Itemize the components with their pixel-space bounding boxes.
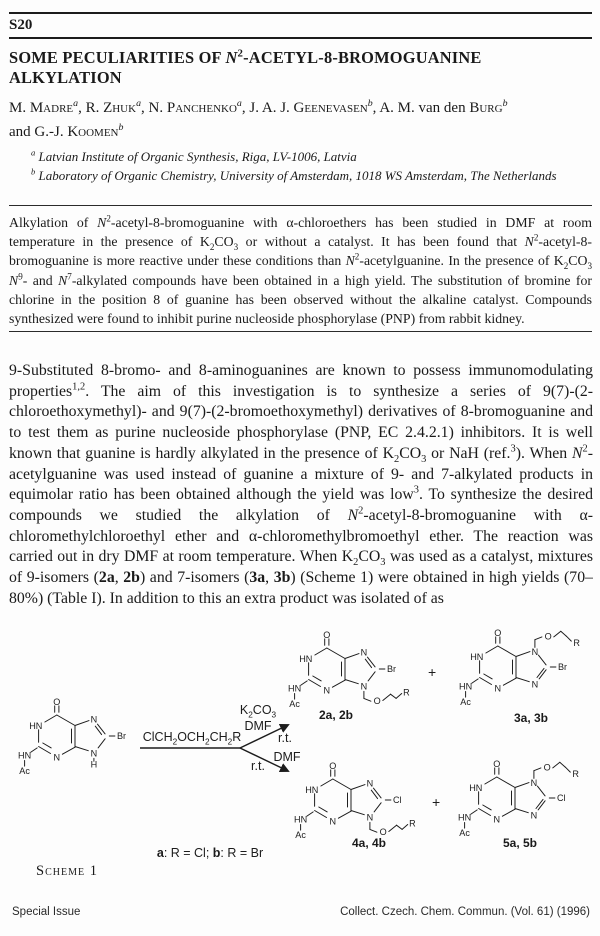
atom-n3: N (493, 814, 501, 825)
plus-sign-top: + (428, 664, 437, 680)
footer-left: Special Issue (12, 906, 81, 918)
atom-acetyl: Ac (459, 827, 470, 838)
header-rule (9, 37, 592, 39)
atom-acetyl: Ac (460, 696, 471, 707)
atom-n1-hn: HN (299, 654, 313, 664)
affiliations (31, 147, 592, 185)
atom-n9: N (531, 679, 539, 690)
scheme-caption: Scheme 1 (36, 863, 98, 879)
condition-dmf-bottom: DMF (273, 750, 301, 764)
compound-label-5ab: 5a, 5b (502, 836, 538, 850)
scheme-figure (0, 620, 600, 898)
atom-chain-r: R (573, 638, 580, 648)
atom-carbonyl-o: O (329, 761, 337, 772)
scheme-legend: a: R = Cl; b: R = Br (156, 846, 264, 860)
atom-n7: N (530, 778, 538, 789)
atom-chain-o: O (543, 762, 551, 773)
article-title: SOME PECULIARITIES OF $N^2-ACETYL-8$-BROMOGUANINE ALKYLATION (9, 47, 482, 87)
atom-carbonyl-o: O (323, 630, 331, 641)
atom-n9: N (530, 810, 538, 821)
atom-halogen: Cl (393, 794, 402, 805)
footer-right: Collect. Czech. Chem. Commun. (Vol. 61) (1996) (340, 906, 590, 918)
atom-chain-o: O (544, 631, 552, 642)
top-rule (9, 12, 592, 14)
abstract-bottom-rule (9, 331, 592, 332)
atom-amide-hn: HN (459, 681, 473, 692)
abstract: Alkylation of $N^2-acetyl-8$-bromoguanine with α-chloroethers has been studied in DMF at room temperature in the presence of $K_2CO_3$ or without a catalyst. It has been found that $N^2-acetyl-8$-bromoguanine is more reactive under these conditions than $N^2$-acetylguanine. In the presence of $K_2CO_3$ $N^9-$ and $N^7$-alkylated compounds have been obtained in a high yield. The substitution of bromine for chlorine in the position 8 of guanine has been observed without the alkaline catalyst. Compounds synthesized were found to inhibit purine nucleoside phosphorylase (PNP) from rabbit kidney. (9, 213, 593, 327)
atom-carbonyl-o: O (494, 628, 502, 639)
atom-n9-h: H (90, 759, 98, 770)
compound-label-3ab: 3a, 3b (513, 711, 549, 725)
plus-sign-bottom: + (432, 794, 441, 810)
atom-acetyl: Ac (289, 698, 300, 709)
atom-chain-r: R (572, 769, 579, 779)
atom-halogen: Br (387, 663, 397, 674)
atom-amide-hn: HN (18, 750, 32, 761)
authors-line-2: and G.-J. Koomen$^b$ (9, 122, 124, 140)
atom-n7: N (90, 714, 98, 725)
atom-halogen: Br (558, 661, 568, 672)
atom-chain-r: R (409, 818, 416, 829)
atom-n7: N (366, 778, 374, 789)
bond-lines (301, 770, 408, 832)
atom-amide-hn: HN (294, 814, 308, 825)
page-number: S20 (9, 17, 33, 33)
atom-n3: N (53, 752, 61, 763)
atom-chain-o: O (379, 827, 387, 837)
atom-n9: N (366, 812, 374, 823)
atom-amide-hn: HN (458, 812, 472, 823)
atom-n3: N (323, 685, 331, 696)
reagent-label: $ClCH_2OCH_2CH_2R$ (142, 730, 242, 747)
bond-lines (295, 639, 402, 701)
compound-label-2ab: 2a, 2b (318, 708, 354, 722)
atom-amide-hn: HN (288, 683, 302, 694)
atom-acetyl: Ac (19, 765, 30, 776)
atom-chain-o: O (373, 696, 381, 706)
atom-n1-hn: HN (470, 652, 484, 662)
atom-carbonyl-o: O (493, 759, 501, 770)
atom-n3: N (329, 816, 337, 827)
bond-lines (465, 762, 571, 828)
atom-n7: N (360, 647, 368, 658)
atom-acetyl: Ac (295, 829, 306, 840)
atom-chain-r: R (403, 687, 410, 698)
abstract-top-rule (9, 205, 592, 206)
atom-halogen: Cl (557, 792, 566, 803)
author-list (9, 96, 592, 144)
page-footer (12, 906, 590, 918)
atom-n7: N (531, 647, 539, 658)
condition-rt-top: r.t. (278, 731, 292, 745)
atom-carbonyl-o: O (53, 697, 61, 708)
condition-dmf-top: DMF (244, 719, 272, 733)
condition-rt-bottom: r.t. (251, 759, 265, 773)
compound-label-4ab: 4a, 4b (351, 836, 387, 850)
bond-lines (466, 631, 572, 697)
atom-halogen: Br (117, 730, 127, 741)
body-paragraph: 9-Substituted 8-bromo- and 8-aminoguanines are known to possess immunomodulating properties$^{1,2}$. The aim of this investigation is to synthesize a series of 9(7)-(2-chloroethoxymethyl)- and 9(7)-(2-bromoethoxymethyl) derivatives of 8-bromoguanine and to test them as purine nucleoside phosphorylase (PNP, EC 2.4.2.1) inhibitors. It is well known that guanine is hardly alkylated in the presence of $K_2CO_3$ or NaH (ref.$^3$). When $N^2$-acetylguanine was used instead of guanine a mixture of 9- and 7-alkylated products in equimolar ratio has been obtained although the yield was low$^3$. To synthesize the desired compounds we studied the alkylation of $N^2-acetyl-8$-bromoguanine with α-chloromethylchloroethyl ether and α-chloromethylbromoethyl ether. The reaction was carried out in dry DMF at room temperature. When $K_2CO_3$ was used as a catalyst, mixtures of 9-isomers (2a, 2b) and 7-isomers (3a, 3b) (Scheme 1) were obtained in high yields (70–80%) (Table I). In addition to this an extra product was isolated of as (9, 362, 593, 607)
atom-n3: N (494, 683, 502, 694)
authors-line-1: M. Madre$^a$, R. Zhuk$^a$, N. Panchenko$^a$, J. A. J. Geenevasen$^b$, A. M. van den Burg$^b$ (9, 98, 508, 116)
atom-n1-hn: HN (469, 783, 483, 793)
condition-k2co3: $K_2CO_3$ (239, 703, 277, 720)
atom-n9: N (360, 681, 368, 692)
atom-n9: N (90, 748, 98, 759)
atom-n1-hn: HN (305, 785, 319, 795)
affiliation-a: $^a$ Latvian Institute of Organic Synthesis, Riga, LV-1006, Latvia (31, 147, 357, 164)
atom-n1-hn: HN (29, 721, 43, 731)
affiliation-b: $^b$ Laboratory of Organic Chemistry, University of Amsterdam, 1018 WS Amsterdam, The Netherlands (31, 166, 557, 183)
